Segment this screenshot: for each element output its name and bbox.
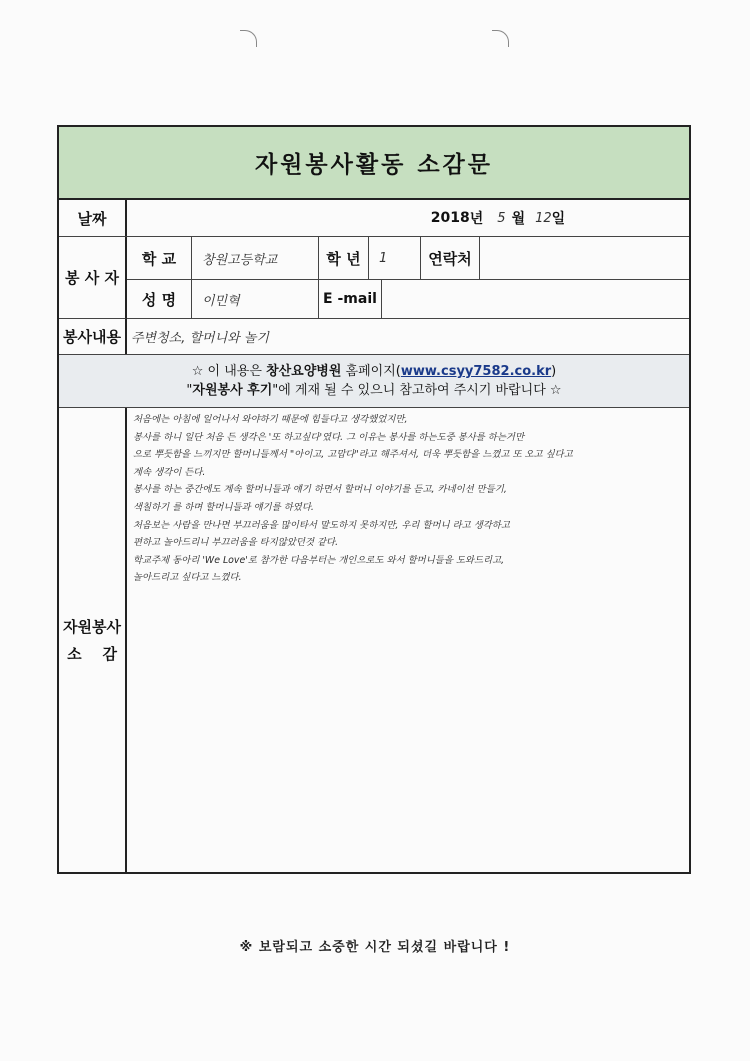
name-row bbox=[127, 280, 689, 319]
essay-label bbox=[59, 408, 127, 872]
notice-line-2 bbox=[59, 381, 689, 400]
grade-label: 학 년 bbox=[319, 237, 369, 279]
contact-value bbox=[480, 237, 689, 279]
essay-line: 처음에는 아침에 일어나서 와야하기 때문에 힘들다고 생각했었지만, bbox=[133, 414, 408, 425]
name-label: 성 명 bbox=[127, 280, 192, 318]
essay-line: 봉사를 하니 일단 처음 든 생각은 '또 하고싶다'였다. 그 이유는 봉사를 하는도중 봉사를 하는거만 bbox=[133, 431, 525, 443]
contact-label: 연락처 bbox=[421, 237, 480, 279]
notice-text: "에 게재 될 수 있으니 참고하여 주시기 바랍니다 ☆ bbox=[272, 383, 562, 398]
date-day: 12 bbox=[535, 210, 552, 226]
notice-line-1 bbox=[59, 362, 689, 381]
date-label: 날짜 bbox=[59, 200, 127, 236]
activity-row bbox=[59, 319, 689, 355]
school-label: 학 교 bbox=[127, 237, 192, 279]
date-year-unit: 년 bbox=[469, 211, 484, 227]
essay-label-line-1: 자원봉사 bbox=[63, 618, 121, 636]
essay-line: 편하고 놀아드리니 부끄러움을 타지않았던것 같다. bbox=[133, 537, 339, 549]
notice-text: " bbox=[186, 383, 193, 398]
essay-line: 으로 뿌듯함을 느끼지만 할머니들께서 "아이고, 고맙다"라고 해주셔서, 더욱 뿌듯함을 느꼈고 또 오고 싶다고 bbox=[133, 449, 573, 461]
date-month: 5 bbox=[497, 210, 506, 226]
essay-line: 봉사를 하는 중간에도 계속 할머니들과 얘기 하면서 할머니 이야기를 듣고, 카네이션 만들기, bbox=[133, 484, 507, 496]
hospital-name: 창산요양병원 bbox=[266, 364, 342, 379]
date-value bbox=[127, 200, 689, 236]
notice-text: ☆ 이 내용은 bbox=[191, 364, 267, 379]
essay-line: 계속 생각이 든다. bbox=[133, 466, 206, 478]
notice-row bbox=[59, 355, 689, 408]
essay-line: 놀아드리고 싶다고 느꼈다. bbox=[133, 572, 242, 584]
notice-text: 홈페이지( bbox=[341, 364, 401, 379]
review-board-name: 자원봉사 후기 bbox=[192, 383, 273, 398]
school-value: 창원고등학교 bbox=[192, 237, 319, 279]
date-day-unit: 일 bbox=[551, 211, 566, 227]
punch-hole-right bbox=[492, 30, 509, 47]
email-label: E -mail bbox=[319, 280, 382, 318]
email-value bbox=[382, 280, 689, 318]
homepage-link[interactable]: www.csyy7582.co.kr bbox=[400, 364, 552, 379]
punch-hole-left bbox=[240, 30, 257, 47]
footer-message: ※ 보람되고 소중한 시간 되셨길 바랍니다 ! bbox=[239, 940, 511, 955]
form-title: 자원봉사활동 소감문 bbox=[59, 127, 689, 200]
essay-line: 학교주제 동아리 'We Love'로 참가한 다음부터는 개인으로도 와서 할머니들을 도와드리고, bbox=[133, 554, 505, 566]
school-row bbox=[127, 237, 689, 280]
activity-value: 주변청소, 할머니와 놀기 bbox=[131, 331, 269, 346]
notice-text: ) bbox=[551, 364, 557, 379]
name-value: 이민혁 bbox=[192, 280, 319, 318]
grade-value: 1 bbox=[369, 237, 421, 279]
date-month-unit: 월 bbox=[511, 211, 526, 227]
essay-text bbox=[133, 411, 681, 587]
essay-line: 색칠하기 를 하며 할머니들과 얘기를 하였다. bbox=[133, 501, 314, 513]
essay-label-line-2: 소 감 bbox=[67, 645, 117, 663]
date-row bbox=[59, 200, 689, 237]
date-year: 2018 bbox=[430, 210, 470, 226]
essay-line: 처음보는 사람을 만나면 부끄러움을 많이타서 말도하지 못하지만, 우리 할머니 라고 생각하고 bbox=[133, 519, 510, 531]
activity-label: 봉사내용 bbox=[59, 319, 127, 354]
volunteer-label: 봉 사 자 bbox=[59, 237, 127, 319]
